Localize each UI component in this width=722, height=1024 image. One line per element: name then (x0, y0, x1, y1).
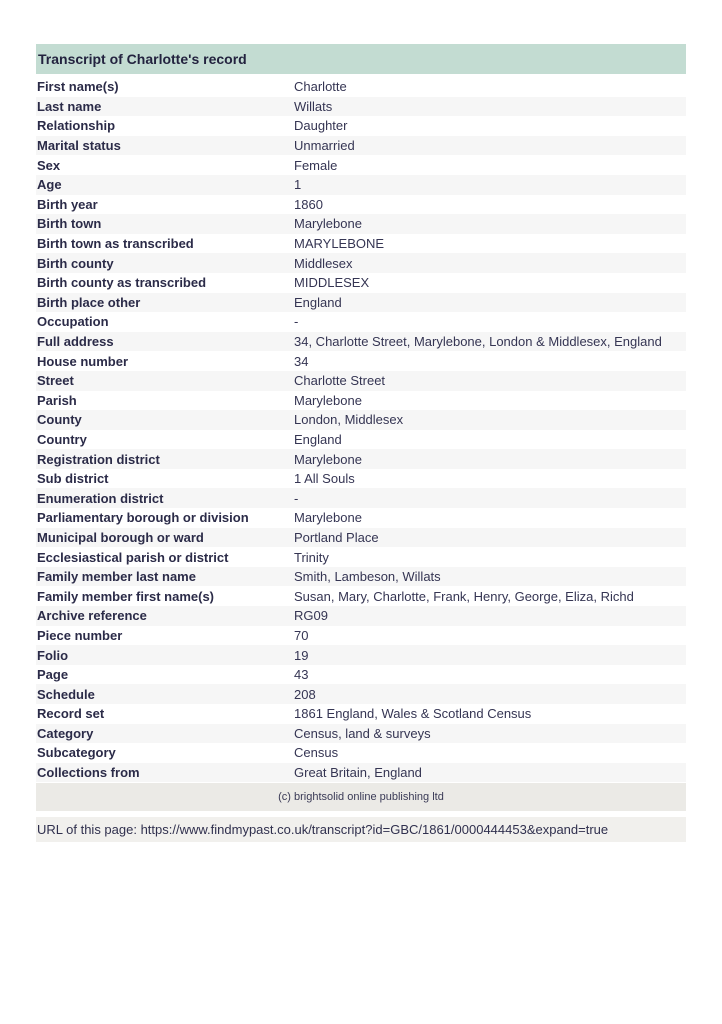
record-row (36, 763, 686, 783)
record-field-label: Family member last name (37, 569, 196, 585)
page-url-text: URL of this page: https://www.findmypast.co.uk/transcript?id=GBC/1861/0000444453&expand=true (37, 822, 609, 838)
record-field-label: First name(s) (37, 79, 119, 95)
transcript-table-header (36, 44, 686, 74)
record-field-value: 208 (294, 686, 316, 702)
record-row (36, 743, 686, 763)
record-field-value: 1860 (294, 196, 323, 212)
record-field-value: 34 (294, 353, 309, 369)
record-row (36, 293, 686, 313)
record-row (36, 645, 686, 665)
record-row (36, 684, 686, 704)
record-field-value: Willats (294, 98, 333, 114)
record-row (36, 195, 686, 215)
record-field-value: London, Middlesex (294, 412, 404, 428)
record-field-value: - (294, 314, 299, 330)
record-row (36, 469, 686, 489)
record-row (36, 155, 686, 175)
record-field-label: Enumeration district (37, 490, 164, 506)
record-field-label: Street (37, 373, 74, 389)
record-row (36, 312, 686, 332)
record-field-label: Ecclesiastical parish or district (37, 549, 229, 565)
record-field-label: Occupation (37, 314, 109, 330)
record-field-label: Archive reference (37, 608, 147, 624)
record-row (36, 175, 686, 195)
record-field-value: 1861 England, Wales & Scotland Census (294, 706, 532, 722)
record-field-label: Category (37, 725, 94, 741)
page-title: Transcript of Charlotte's record (38, 51, 247, 67)
record-field-label: County (37, 412, 82, 428)
transcript-content (36, 44, 686, 842)
record-rows-table (36, 77, 686, 782)
record-row (36, 234, 686, 254)
record-field-value: MIDDLESEX (294, 275, 370, 291)
record-field-label: Record set (37, 706, 105, 722)
record-field-label: House number (37, 353, 129, 369)
record-field-label: Country (37, 431, 87, 447)
record-row (36, 430, 686, 450)
record-row (36, 332, 686, 352)
record-field-label: Page (37, 667, 69, 683)
record-field-value: Marylebone (294, 451, 362, 467)
record-field-label: Subcategory (37, 745, 116, 761)
record-field-label: Last name (37, 98, 102, 114)
record-row (36, 488, 686, 508)
record-field-label: Folio (37, 647, 69, 663)
record-field-value: Middlesex (294, 255, 353, 271)
record-field-value: 43 (294, 667, 309, 683)
record-field-value: RG09 (294, 608, 328, 624)
record-field-value: 1 (294, 177, 302, 193)
record-row (36, 371, 686, 391)
record-field-value: Charlotte (294, 79, 347, 95)
record-field-label: Birth year (37, 196, 98, 212)
record-field-value: Great Britain, England (294, 765, 422, 781)
record-row (36, 391, 686, 411)
url-row (36, 817, 686, 842)
record-field-label: Birth county (37, 255, 114, 271)
record-row (36, 77, 686, 97)
record-row (36, 626, 686, 646)
record-row (36, 253, 686, 273)
record-field-value: Daughter (294, 118, 348, 134)
record-field-value: Marylebone (294, 392, 362, 408)
record-field-label: Parish (37, 392, 77, 408)
record-field-value: Marylebone (294, 216, 362, 232)
record-row (36, 665, 686, 685)
record-field-label: Marital status (37, 138, 121, 154)
record-field-value: Portland Place (294, 529, 379, 545)
record-row (36, 136, 686, 156)
record-field-value: Census, land & surveys (294, 725, 431, 741)
record-row (36, 449, 686, 469)
record-row (36, 410, 686, 430)
record-field-label: Parliamentary borough or division (37, 510, 249, 526)
record-field-value: - (294, 490, 299, 506)
record-field-label: Family member first name(s) (37, 588, 215, 604)
record-row (36, 606, 686, 626)
record-field-value: England (294, 294, 342, 310)
record-row (36, 567, 686, 587)
record-field-value: Census (294, 745, 339, 761)
record-field-value: 34, Charlotte Street, Marylebone, London & Middlesex, England (294, 334, 662, 350)
record-field-label: Birth county as transcribed (37, 275, 207, 291)
record-field-label: Municipal borough or ward (37, 529, 204, 545)
record-field-value: Smith, Lambeson, Willats (294, 569, 441, 585)
record-row (36, 116, 686, 136)
record-field-label: Age (37, 177, 62, 193)
record-field-value: Unmarried (294, 138, 355, 154)
copyright-text: (c) brightsolid online publishing ltd (278, 791, 444, 804)
record-row (36, 351, 686, 371)
record-field-label: Birth place other (37, 294, 141, 310)
record-row (36, 704, 686, 724)
record-field-value: Susan, Mary, Charlotte, Frank, Henry, George, Eliza, Richd (294, 588, 634, 604)
record-field-value: MARYLEBONE (294, 236, 385, 252)
record-field-value: Marylebone (294, 510, 362, 526)
record-field-value: Charlotte Street (294, 373, 386, 389)
record-field-label: Registration district (37, 451, 160, 467)
record-field-value: 1 All Souls (294, 471, 355, 487)
record-field-value: 70 (294, 627, 309, 643)
record-field-label: Collections from (37, 765, 140, 781)
record-field-value: Trinity (294, 549, 329, 565)
record-row (36, 547, 686, 567)
record-row (36, 528, 686, 548)
record-field-label: Birth town as transcribed (37, 236, 194, 252)
record-row (36, 586, 686, 606)
record-row (36, 724, 686, 744)
record-field-label: Full address (37, 334, 114, 350)
record-field-value: England (294, 431, 342, 447)
record-field-label: Relationship (37, 118, 116, 134)
record-row (36, 508, 686, 528)
record-field-value: Female (294, 157, 338, 173)
record-field-label: Piece number (37, 627, 123, 643)
copyright-row (36, 783, 686, 811)
record-row (36, 97, 686, 117)
record-field-label: Birth town (37, 216, 102, 232)
record-row (36, 214, 686, 234)
record-field-label: Schedule (37, 686, 95, 702)
record-field-label: Sub district (37, 471, 109, 487)
record-row (36, 273, 686, 293)
record-field-value: 19 (294, 647, 309, 663)
record-field-label: Sex (37, 157, 61, 173)
